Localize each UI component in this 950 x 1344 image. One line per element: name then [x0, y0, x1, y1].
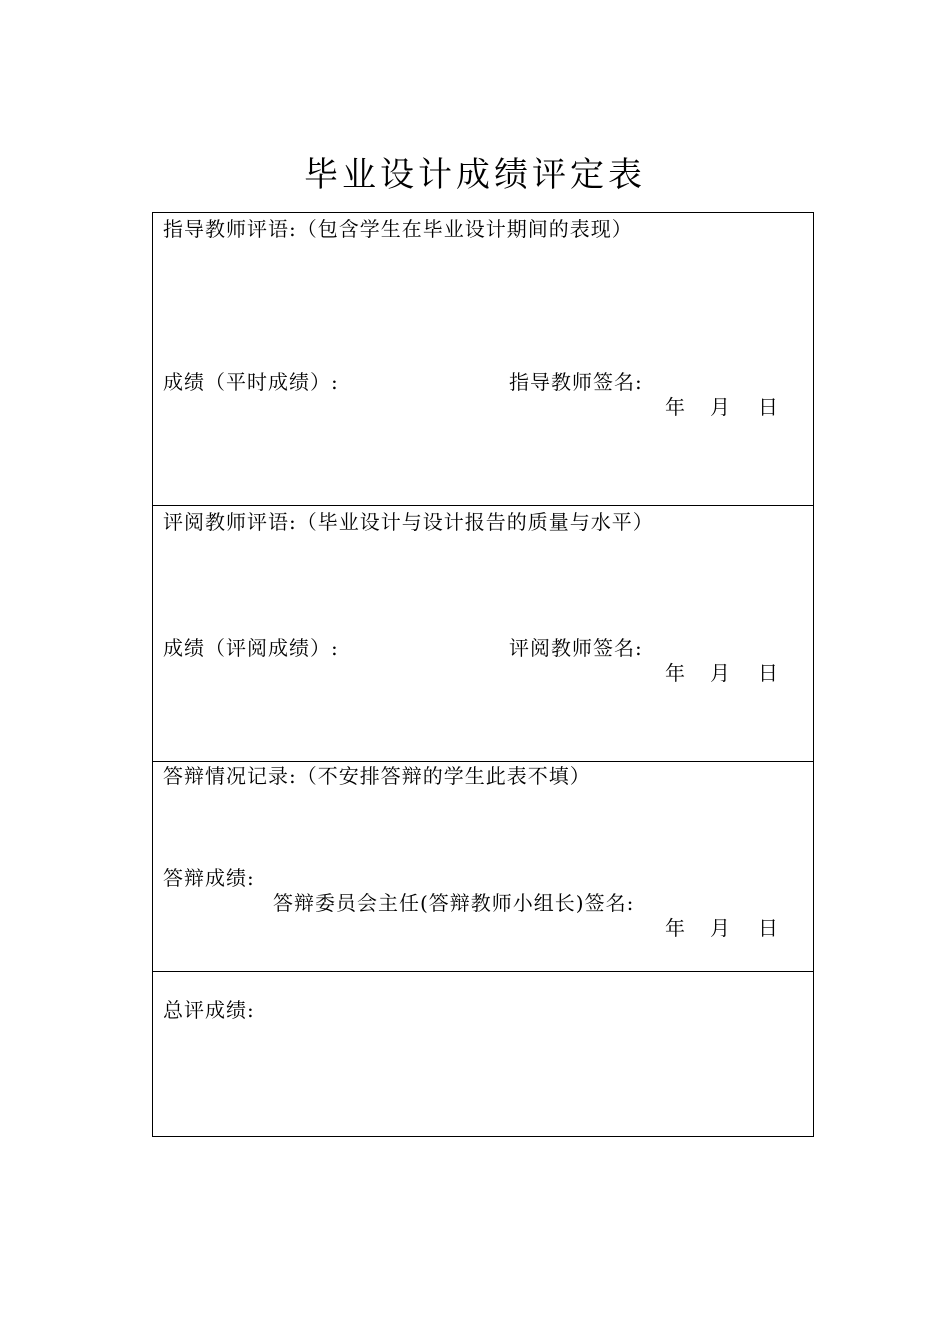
- date-day: 日: [758, 661, 778, 685]
- reviewer-date-line: [665, 660, 778, 686]
- advisor-signature-label: 指导教师签名:: [509, 370, 643, 394]
- date-day: 日: [758, 916, 778, 940]
- overall-score-section: [153, 972, 813, 1136]
- overall-score-label: 总评成绩:: [163, 998, 255, 1022]
- page-title: 毕业设计成绩评定表: [304, 155, 646, 195]
- advisor-score-label: 成绩（平时成绩）:: [163, 370, 339, 394]
- defense-signature-label: 答辩委员会主任(答辩教师小组长)签名:: [273, 891, 635, 915]
- defense-record-heading: 答辩情况记录:（不安排答辩的学生此表不填）: [163, 764, 591, 788]
- reviewer-comment-heading: 评阅教师评语:（毕业设计与设计报告的质量与水平）: [163, 510, 654, 534]
- evaluation-form-table: [152, 212, 814, 1137]
- advisor-comment-heading: 指导教师评语:（包含学生在毕业设计期间的表现）: [163, 217, 633, 241]
- date-month: 月: [710, 661, 730, 685]
- defense-record-section: [153, 762, 813, 972]
- date-month: 月: [710, 916, 730, 940]
- defense-score-label: 答辩成绩:: [163, 866, 255, 890]
- reviewer-score-label: 成绩（评阅成绩）:: [163, 636, 339, 660]
- date-year: 年: [665, 395, 685, 419]
- date-month: 月: [710, 395, 730, 419]
- reviewer-comment-section: [153, 506, 813, 762]
- advisor-date-line: [665, 394, 778, 420]
- date-day: 日: [758, 395, 778, 419]
- date-year: 年: [665, 916, 685, 940]
- advisor-comment-section: [153, 213, 813, 506]
- date-year: 年: [665, 661, 685, 685]
- defense-date-line: [665, 915, 778, 941]
- reviewer-signature-label: 评阅教师签名:: [509, 636, 643, 660]
